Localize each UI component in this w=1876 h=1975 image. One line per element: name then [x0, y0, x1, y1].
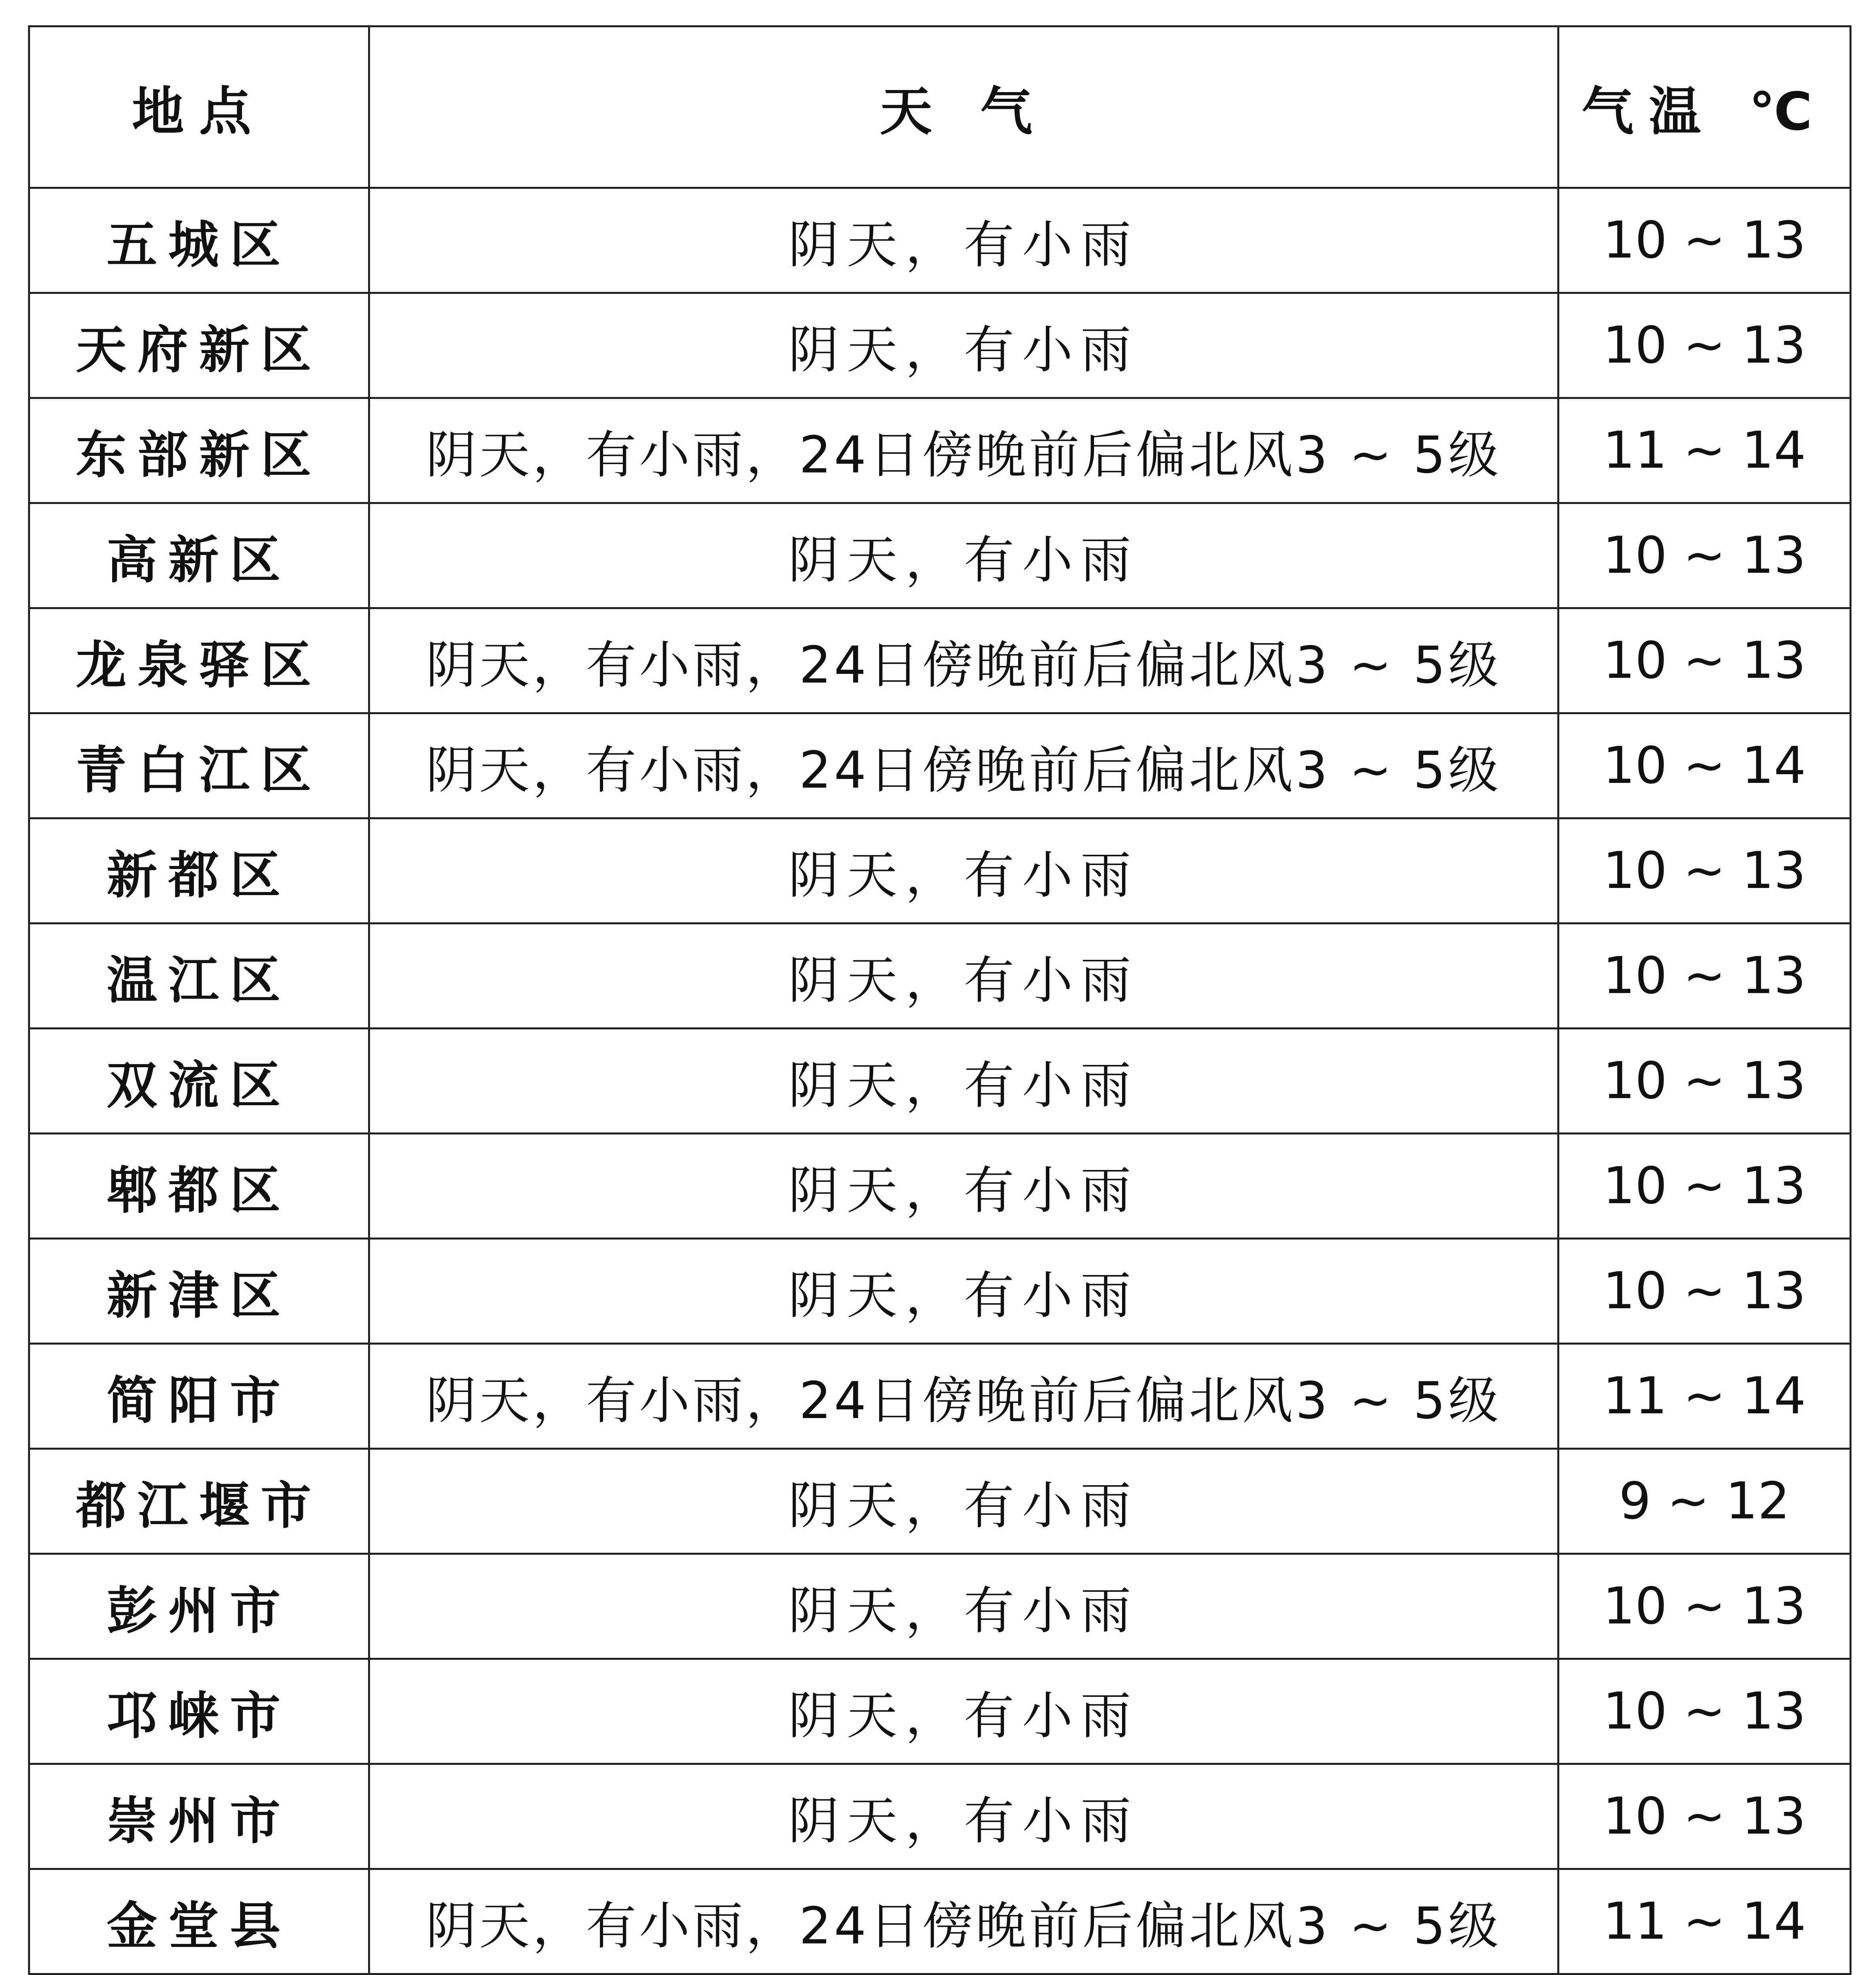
temperature-cell: 9 ~ 12: [1558, 1449, 1851, 1554]
location-cell: 五城区: [29, 188, 369, 293]
table-row: [29, 1659, 1851, 1764]
table-row: [29, 1449, 1851, 1554]
table-row: [29, 713, 1851, 818]
table-row: [29, 188, 1851, 293]
table-row: [29, 503, 1851, 608]
location-cell: 都江堰市: [29, 1449, 369, 1554]
table-row: [29, 398, 1851, 503]
location-cell: 彭州市: [29, 1554, 369, 1659]
header-temperature: 气温 ℃: [1558, 26, 1851, 188]
temperature-cell: 11 ~ 14: [1558, 1869, 1851, 1974]
temperature-cell: 10 ~ 14: [1558, 713, 1851, 818]
temperature-cell: 10 ~ 13: [1558, 1764, 1851, 1869]
weather-cell: 阴天，有小雨: [369, 293, 1558, 398]
table-row: [29, 608, 1851, 713]
temperature-cell: 10 ~ 13: [1558, 1239, 1851, 1344]
temperature-cell: 10 ~ 13: [1558, 818, 1851, 924]
temperature-cell: 11 ~ 14: [1558, 398, 1851, 503]
weather-cell: 阴天，有小雨，24日傍晚前后偏北风3 ~ 5级: [369, 713, 1558, 818]
table-row: [29, 1134, 1851, 1239]
location-cell: 双流区: [29, 1029, 369, 1134]
weather-cell: 阴天，有小雨，24日傍晚前后偏北风3 ~ 5级: [369, 398, 1558, 503]
weather-cell: 阴天，有小雨: [369, 503, 1558, 608]
location-cell: 金堂县: [29, 1869, 369, 1974]
temperature-cell: 10 ~ 13: [1558, 1659, 1851, 1764]
weather-forecast-table: [28, 25, 1852, 1975]
weather-cell: 阴天，有小雨: [369, 1764, 1558, 1869]
weather-cell: 阴天，有小雨，24日傍晚前后偏北风3 ~ 5级: [369, 1869, 1558, 1974]
weather-cell: 阴天，有小雨: [369, 1449, 1558, 1554]
temperature-cell: 10 ~ 13: [1558, 188, 1851, 293]
temperature-cell: 10 ~ 13: [1558, 293, 1851, 398]
weather-cell: 阴天，有小雨，24日傍晚前后偏北风3 ~ 5级: [369, 608, 1558, 713]
header-weather: 天 气: [369, 26, 1558, 188]
temperature-cell: 10 ~ 13: [1558, 1134, 1851, 1239]
weather-cell: 阴天，有小雨: [369, 188, 1558, 293]
weather-cell: 阴天，有小雨: [369, 1239, 1558, 1344]
location-cell: 温江区: [29, 924, 369, 1029]
weather-cell: 阴天，有小雨: [369, 924, 1558, 1029]
table-row: [29, 1344, 1851, 1449]
location-cell: 崇州市: [29, 1764, 369, 1869]
table-row: [29, 1554, 1851, 1659]
header-row: [29, 26, 1851, 188]
table-row: [29, 818, 1851, 924]
weather-cell: 阴天，有小雨，24日傍晚前后偏北风3 ~ 5级: [369, 1344, 1558, 1449]
location-cell: 青白江区: [29, 713, 369, 818]
weather-cell: 阴天，有小雨: [369, 1029, 1558, 1134]
location-cell: 高新区: [29, 503, 369, 608]
header-location: 地点: [29, 26, 369, 188]
table-body: [29, 188, 1851, 1975]
weather-cell: 阴天，有小雨: [369, 1554, 1558, 1659]
table-row: [29, 924, 1851, 1029]
weather-cell: 阴天，有小雨: [369, 1659, 1558, 1764]
temperature-cell: 10 ~ 13: [1558, 1029, 1851, 1134]
table-row: [29, 1029, 1851, 1134]
temperature-cell: 10 ~ 13: [1558, 1554, 1851, 1659]
location-cell: 天府新区: [29, 293, 369, 398]
location-cell: 新津区: [29, 1239, 369, 1344]
table-row: [29, 293, 1851, 398]
table-row: [29, 1869, 1851, 1974]
location-cell: 邛崃市: [29, 1659, 369, 1764]
temperature-cell: 10 ~ 13: [1558, 924, 1851, 1029]
location-cell: 简阳市: [29, 1344, 369, 1449]
temperature-cell: 10 ~ 13: [1558, 503, 1851, 608]
location-cell: 东部新区: [29, 398, 369, 503]
temperature-cell: 10 ~ 13: [1558, 608, 1851, 713]
weather-cell: 阴天，有小雨: [369, 818, 1558, 924]
table-row: [29, 1239, 1851, 1344]
weather-cell: 阴天，有小雨: [369, 1134, 1558, 1239]
temperature-cell: 11 ~ 14: [1558, 1344, 1851, 1449]
location-cell: 新都区: [29, 818, 369, 924]
table-row: [29, 1764, 1851, 1869]
location-cell: 龙泉驿区: [29, 608, 369, 713]
location-cell: 郫都区: [29, 1134, 369, 1239]
